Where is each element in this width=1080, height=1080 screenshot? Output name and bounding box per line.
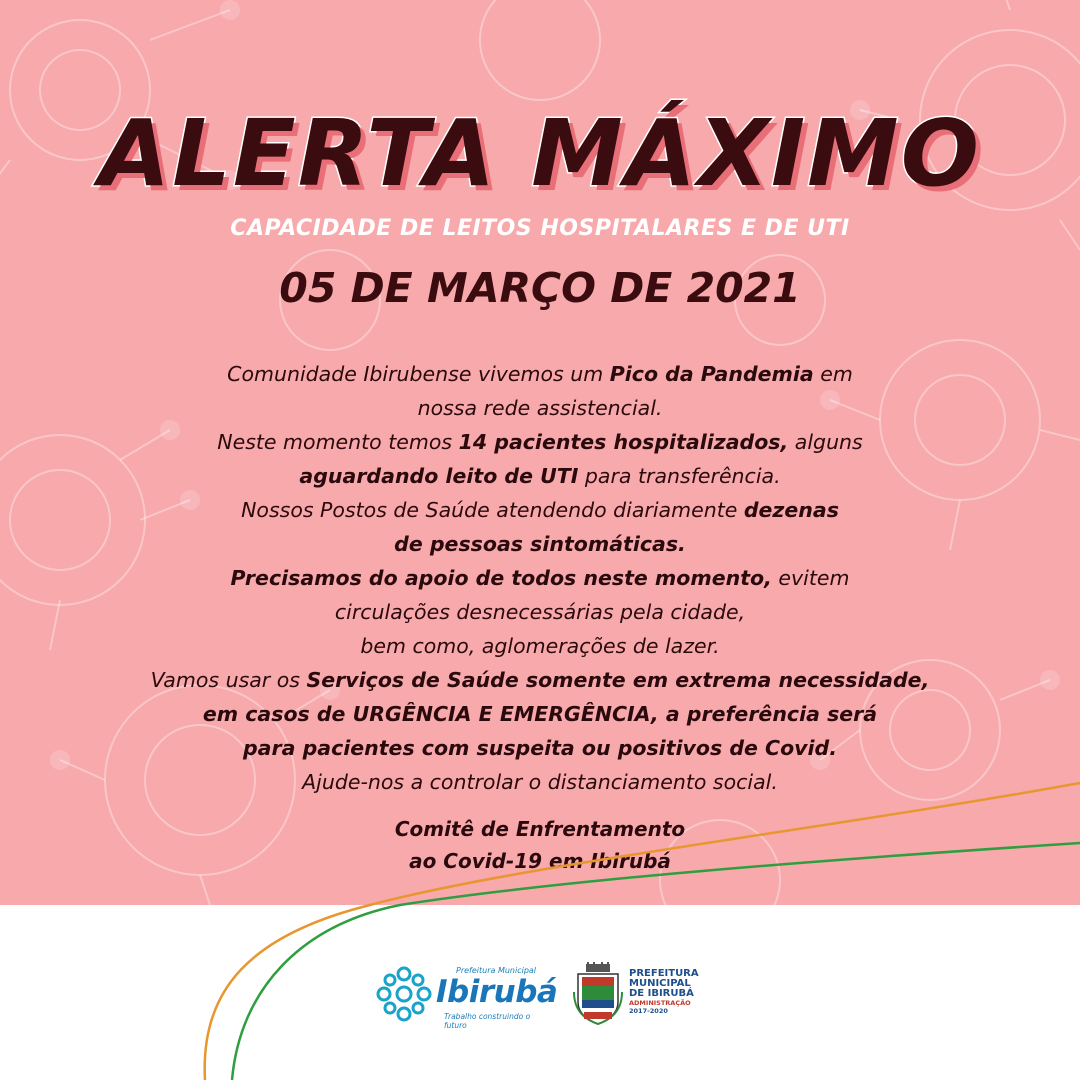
prefeitura-line-2: MUNICIPAL [629,978,691,989]
prefeitura-line-4: ADMINISTRAÇÃO [629,999,691,1007]
ibiruba-name: Ibirubá [436,974,558,1010]
ibiruba-logo [374,962,558,1030]
message-line: em casos de URGÊNCIA E EMERGÊNCIA, a preferência será [202,702,878,726]
message-line: Ajude-nos a controlar o distanciamento social. [302,770,778,794]
ibiruba-small-text: Prefeitura Municipal [456,966,537,975]
message-line: bem como, aglomerações de lazer. [360,634,720,658]
signature-line-1: Comitê de Enfrentamento [394,817,686,841]
signature-line-2: ao Covid-19 em Ibirubá [409,849,671,873]
message-line: circulações desnecessárias pela cidade, [334,600,746,624]
message-line: para pacientes com suspeita ou positivos de Covid. [242,736,838,760]
message-body [0,357,1080,799]
message-line: de pessoas sintomáticas. [394,532,686,556]
signature [0,813,1080,877]
subtitle: CAPACIDADE DE LEITOS HOSPITALARES E DE UTI [230,216,850,241]
message-line: aguardando leito de UTI para transferência. [299,464,781,488]
prefeitura-text [629,969,699,1015]
ibiruba-flower-icon [374,964,434,1024]
message-line: Comunidade Ibirubense vivemos um Pico da Pandemia em [227,362,853,386]
message-line: Vamos usar os Serviços de Saúde somente em extrema necessidade, [150,668,930,692]
headline-text: ALERTA MÁXIMO [99,100,981,207]
message-line: nossa rede assistencial. [417,396,663,420]
message-line: Neste momento temos 14 pacientes hospitalizados, alguns [217,430,863,454]
prefeitura-line-3: DE IBIRUBÁ [629,988,694,999]
prefeitura-line-1: PREFEITURA [629,968,699,979]
message-line: Nossos Postos de Saúde atendendo diariamente dezenas [241,498,839,522]
ibiruba-tagline: Trabalho construindo o futuro [444,1012,531,1030]
message-line: Precisamos do apoio de todos neste momento, evitem [230,566,850,590]
date-line: 05 DE MARÇO DE 2021 [279,264,801,312]
prefeitura-line-5: 2017-2020 [629,1007,668,1015]
headline [0,100,1080,207]
prefeitura-logo [572,962,702,1028]
municipal-crest-icon [572,962,624,1026]
